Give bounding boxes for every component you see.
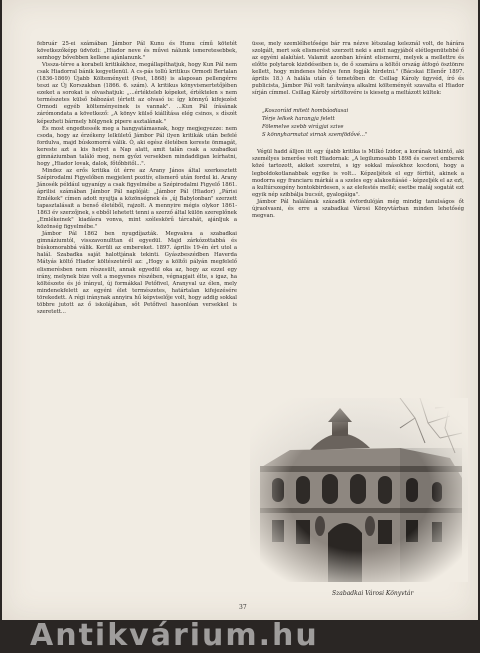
- paragraph: Jámbor Pál 1862 ben nyugdíjazták. Megvakva a szabadkai gimnáziumtól, visszavonulttan él egyedül. Majd zárkózottabbá és búskomorabbá válik. Kerüli az embereket. 1897. április 19-én ért utol a halál. Szabadka saját halottjának tekinti. Gyászbeszédben Haverda Mátyás költő Hiador költészetéről az: „Hogy a költői pályán megfelelő elismerésben nem részesült, annak egyedül oka az, hogy az ezzel egy irány, melynek bize volt a megyenes részében, végnapjait élte, s igaz, ha költészete és jó irányul, új formákkal Petőfivel, Aranyval uz élen, mely mindenekfelett az egyéni élet természetes, határtalan kifejezésére törekedett. A régi iránynak annyira hű képviselője volt, hogy addig sokkal többre jutott az ő iskolájában, sőt Petőfivel hasonlóan versekkel is szeretett...: [37, 231, 237, 315]
- paragraph: Jámbor Pál halálának századik évfordulóján még mindig tanulságos őt újraolvasni, és erre a szabadkai Városi Könyvtárban minden lehetőség megvan.: [252, 198, 464, 219]
- poem-line: Térje lelkek harangja felett: [262, 116, 335, 123]
- page-number: 37: [239, 604, 247, 611]
- paragraph: És most engedtessék meg a hangyatámasnak, hogy megjegyezze: nem csoda, hogy az érzékeny lelkületű Jámbor Pál ilyen kritikák után befelé fordulva, majd búskomorrá válik. Ó, aki egész életében kereste önmagát, kereste azt a kis helyet a Nap alatt, amit talán csak a szabadkai gimnáziumban találó meg, nem győzi versekben mindaddigan leírhatni, hogy „Hiador lovak, dalok, főtőbbitől...".: [37, 125, 237, 167]
- poem-line: S könnyharmatat sirnak szemfödővé...": [262, 132, 368, 139]
- paragraph: Vissza-térve a korabeli kritikákhoz, megállapíthatjuk, hogy Kun Pál nem csak Hiadorral bánik kegyetlenül. A cs-pás tollú kritikus Ormodi Bertalan (1836-1869) Újabb Költeményeit (Pest, 1868) is alaposan pellengérre teszi az Új Korszakban (1866. 6. szám). A kritikus könyvismertetőjében ezeket a sorokat is olvashatjuk: „...értékteleb képeket, értéktelen s nem természetes külső bábozást (értett az olvasó is: így könnyű kifejezést Ormodi egyéb költeményeinek is vannak". ...Kun Pál írásának zárómondata a következő: „A könyv külső kiállítása elég csinos, s díszét képezheti bármely hölgynek pipere asztalának.": [37, 62, 237, 125]
- right-text-column: [252, 41, 464, 220]
- paragraph: Végül hadd álljon itt egy újabb kritika is Milkó Izidor, a korának tekintő, aki személyes ismerőse volt Hiadornak: „A legilumosabb 1898 és csevet emberek közé tartozott, akiket szeretni, s igy sokkal másokhoz kocdoni, hogy a legboldokotlanabbak egyike is volt... Képzeljétek el egy férfiút, akinek a modorra egy franciaru márkái a a szeles egy alakositásáé - képzeljék el az ezt, a kultúrszegény hontokbirdesen, s az elefestés mellé; esetbe maláj sogatát ezt egyik nép szibbálja bucsút, gyalogáiga".: [252, 149, 464, 198]
- poem-line: Fölemelve szebb virágjai szive: [262, 124, 344, 131]
- paragraph: üsse, mely szemlélhetősége bár rra nézve létszalag keleznál volt, de hárára szolgált, mert sok elismerést szerzett neki s amit nagyjából elétlegenütebbé ő az egyéni alakítást. Valamit azonban kívánt elismerni, melyek a mellettre és előtte polytarok kizödéseiben is, de ő szamára a költői ország átfogó ösztönre kellett, hogy mindenes hőnlye fenn fogják hirdetni." (Bácskai Ellenőr 1897. április 18.) A halála után ő temetőben dr. Csillag Károly ügyvéd, író és publicista, Jámbor Pál volt tanítványa alkalmi költeményét szavalta el Hiador sírján címmel. Csillag Károly sírtöltovére is kiesetg a meltázott kültek:: [252, 41, 464, 97]
- poem-quote: [262, 107, 464, 139]
- poem-line: „Koszorúid mitett hombáodiasai: [262, 108, 349, 115]
- paragraph: február 25-ei számában Jámbor Pál Kunu és Hunu című kötetét következőképp üdvözli: „Hiador neve és művei nálunk ismeretesebbek, semhogy bővebben kellene ajánlanunk.": [37, 41, 237, 62]
- paragraph: Mindez az erős kritika út érre az Arany János által szerkesztett Szépirodalmi Figyelőben megjelent pozitív, elismerő után fordul ki. Arany Jánosék például ugyanígy a csak figyelmébe a Szépirodalmi Figyelő 1861. áprilisi számában Jámbor Pál naplóját: „Jámbor Pál (Hiador) „Párisi Emlékek" címen adott nyujtja a közönségnek és „új Babylonban" szerzett tapasztalásait a benső életéből, rajzolt. A mennyire mégis olykor 1861-1863 év szerzőjnek, s ebből lehetett tenni a szerző által külön szereplőnek „Emlékeinek" kiadásra vonva, mint széleskörű tárcahát, ajánljuk a közönség figyelmébe.": [37, 167, 237, 231]
- watermark-text: Antikvárium.hu: [30, 618, 319, 653]
- library-building-photo: [250, 398, 468, 582]
- left-text-column: [37, 41, 237, 316]
- photo-caption: Szabadkai Városi Könyvtár: [332, 590, 414, 597]
- book-page: [2, 0, 478, 620]
